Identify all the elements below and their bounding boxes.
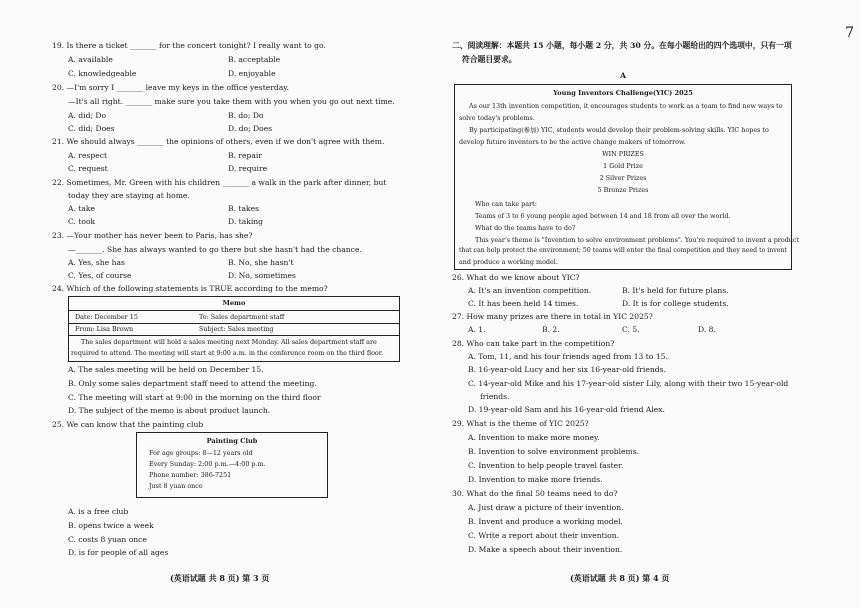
q21-stem: 21. We should always _______ the opinions of others, even if we don't agree with them. (52, 137, 385, 146)
q23-d: D. No, sometimes (228, 271, 296, 280)
memo-body-1: The sales department will hold a sales meeting next Monday. All sales department staff are (81, 338, 377, 346)
q19-d: D. enjoyable (228, 69, 276, 78)
memo-divider-3 (69, 335, 399, 336)
yic-prizes-title: WIN PRIZES (602, 150, 644, 158)
q23-stem1: 23. —Your mother has never been to Paris, has she? (52, 231, 253, 240)
q22-b: B. takes (228, 204, 259, 213)
q20-stem1: 20. —I'm sorry I _______ leave my keys in the office yesterday. (52, 83, 289, 92)
q24-c: C. The meeting will start at 9:00 in the morning on the third floor (68, 393, 321, 402)
q25-d: D. is for people of all ages (68, 548, 169, 557)
q20-b: B. do; Do (228, 111, 264, 120)
q20-d: D. do; Does (228, 124, 273, 133)
q26-a: A. It's an invention competition. (468, 286, 592, 295)
q24-a: A. The sales meeting will be held on December 15. (68, 365, 264, 374)
memo-body-2: required to attend. The meeting will start at 9:00 a.m. in the conference room on the third floor. (71, 349, 384, 357)
painting-club-box (136, 432, 328, 498)
yic-p2a: By participating(参加) YIC, students would develop their problem-solving skills. YIC hopes to (469, 126, 769, 134)
q26-b: B. It's held for future plans. (622, 286, 729, 295)
yic-p1a: As our 13th invention competition, it encourages students to work as a team to find new ways to (469, 102, 783, 110)
yic-p2b: develop future inventors to be the active change makers of tomorrow. (459, 138, 686, 146)
memo-divider-1 (69, 310, 399, 311)
q27-stem: 27. How many prizes are there in total in YIC 2025? (452, 312, 653, 321)
left-footer: (英语试题 共 8 页) 第 3 页 (170, 573, 270, 583)
q30-d: D. Make a speech about their invention. (468, 545, 623, 554)
q20-c: C. did; Does (68, 124, 115, 133)
q30-c: C. Write a report about their invention. (468, 531, 620, 540)
q29-b: B. Invention to solve environment problems. (468, 447, 640, 456)
q28-b: B. 16-year-old Lucy and her six 16-year-old friends. (468, 365, 666, 374)
yic-theme-2: that can help protect the environment; 50 teams will enter the final competition and they need to invent (459, 247, 787, 254)
memo-divider-2 (69, 323, 399, 324)
yic-prize-silver: 2 Silver Prizes (599, 174, 647, 182)
q23-c: C. Yes, of course (68, 271, 132, 280)
q28-d: D. 19-year-old Sam and his 16-year-old friend Alex. (468, 405, 665, 414)
q28-c1: C. 14-year-old Mike and his 17-year-old sister Lily, along with their two 15-year-old (468, 379, 789, 388)
q22-stem2: today they are staying at home. (68, 191, 190, 200)
q27-c: C. 5. (622, 325, 640, 334)
q25-c: C. costs 8 yuan once (68, 535, 147, 544)
q25-a: A. is a free club (68, 507, 129, 516)
section-heading-2: 符合题目要求。 (462, 55, 517, 64)
q24-stem: 24. Which of the following statements is TRUE according to the memo? (52, 284, 328, 293)
yic-title: Young Inventors Challenge(YIC) 2025 (553, 89, 693, 97)
q27-a: A. 1. (468, 325, 486, 334)
corner-mark: 7 (845, 25, 854, 41)
q26-d: D. It is for college students. (622, 299, 729, 308)
q23-stem2: —_______. She has always wanted to go there but she hasn't had the chance. (68, 245, 362, 254)
q23-b: B. No, she hasn't (228, 258, 294, 267)
q26-c: C. It has been held 14 times. (468, 299, 579, 308)
q21-d: D. require (228, 164, 268, 173)
memo-to: To: Sales department staff (199, 313, 285, 321)
yic-theme-3: and produce a working model. (459, 258, 558, 266)
memo-subject: Subject: Sales meeting (199, 325, 274, 333)
yic-prize-gold: 1 Gold Prize (603, 162, 643, 170)
q22-c: C. took (68, 217, 96, 226)
section-heading-1: 二、阅读理解：本题共 15 小题，每小题 2 分，共 30 分。在每小题给出的四个选项中，只有一项 (452, 41, 792, 50)
q30-stem: 30. What do the final 50 teams need to do? (452, 489, 618, 498)
q19-a: A. available (68, 55, 113, 64)
club-line-4: Just 8 yuan once (149, 482, 203, 490)
q21-c: C. request (68, 164, 108, 173)
yic-what: What do the teams have to do? (475, 224, 576, 232)
q28-a: A. Tom, 11, and his four friends aged from 13 to 15. (468, 352, 668, 361)
q24-b: B. Only some sales department staff need to attend the meeting. (68, 379, 317, 388)
club-line-1: For age groups: 8—12 years old (149, 449, 253, 457)
q20-a: A. did; Do (68, 111, 107, 120)
q25-b: B. opens twice a week (68, 521, 154, 530)
q22-d: D. taking (228, 217, 264, 226)
memo-title: Memo (222, 299, 246, 307)
yic-notice-box (454, 84, 800, 270)
club-line-3: Phone number: 386-7251 (149, 471, 232, 479)
q30-a: A. Just draw a picture of their invention. (468, 503, 624, 512)
q19-b: B. acceptable (228, 55, 281, 64)
right-footer: (英语试题 共 8 页) 第 4 页 (570, 573, 670, 583)
q26-stem: 26. What do we know about YIC? (452, 273, 580, 282)
q29-c: C. Invention to help people travel faster. (468, 461, 624, 470)
yic-teams: Teams of 3 to 6 young people aged between 14 and 18 from all over the world. (475, 212, 731, 220)
club-line-2: Every Sunday: 2:00 p.m.—4:00 p.m. (149, 460, 266, 468)
yic-p1b: solve today's problems. (459, 114, 535, 122)
q27-b: B. 2. (542, 325, 560, 334)
q20-stem2: —It's all right. _______ make sure you take them with you when you go out next time. (68, 97, 395, 106)
q19-stem: 19. Is there a ticket _______ for the concert tonight? I really want to go. (52, 41, 326, 50)
q22-a: A. take (68, 204, 95, 213)
q23-a: A. Yes, she has (68, 258, 125, 267)
q24-d: D. The subject of the memo is about product launch. (68, 406, 271, 415)
q27-d: D. 8. (698, 325, 716, 334)
yic-who: Who can take part: (475, 200, 537, 208)
yic-theme-1: This year's theme is "Invention to solve environment problems". You're required to invent a product (475, 236, 800, 244)
q21-a: A. respect (68, 151, 107, 160)
q21-b: B. repair (228, 151, 262, 160)
q29-d: D. Invention to make more friends. (468, 475, 603, 484)
q22-stem1: 22. Sometimes, Mr. Green with his children _______ a walk in the park after dinner, but (52, 178, 387, 187)
q19-c: C. knowledgeable (68, 69, 137, 78)
memo-box (68, 296, 400, 362)
q29-a: A. Invention to make more money. (468, 433, 600, 442)
yic-prize-bronze: 5 Bronze Prizes (597, 186, 649, 194)
club-title: Painting Club (206, 437, 258, 445)
memo-date: Date: December 15 (75, 313, 138, 321)
q30-b: B. Invent and produce a working model. (468, 517, 623, 526)
q28-c2: friends. (480, 392, 510, 401)
q25-stem: 25. We can know that the painting club (52, 420, 204, 429)
q28-stem: 28. Who can take part in the competition? (452, 339, 615, 348)
memo-from: From: Lisa Brown (75, 325, 134, 333)
passage-label: A (620, 71, 627, 80)
q29-stem: 29. What is the theme of YIC 2025? (452, 419, 589, 428)
